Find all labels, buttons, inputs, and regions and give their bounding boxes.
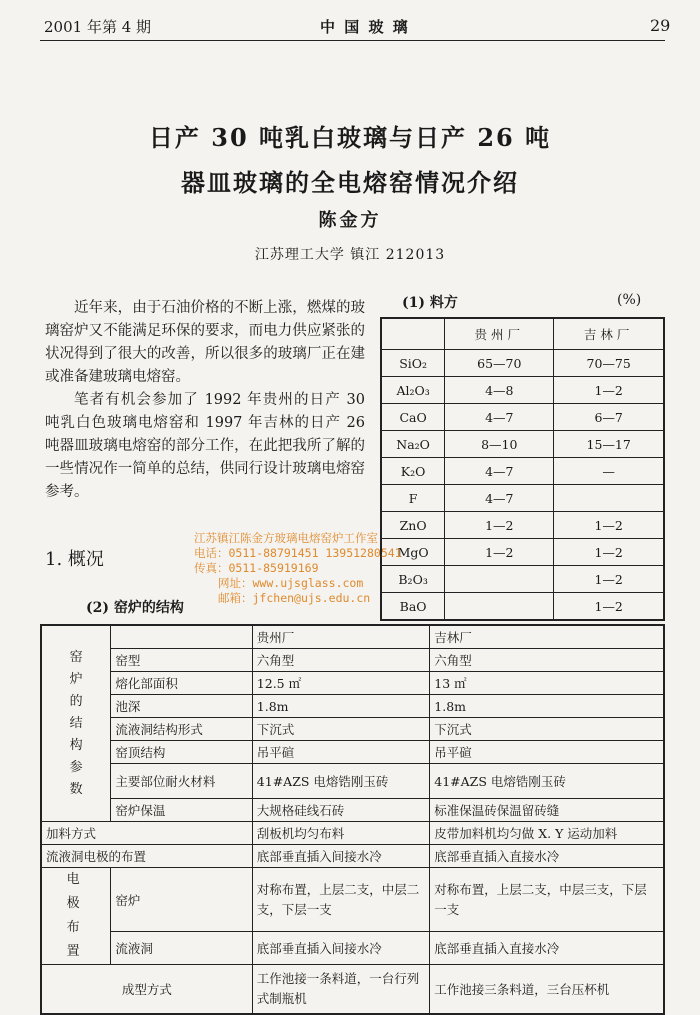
param-cell: 窑炉保温 — [111, 799, 252, 822]
guizhou-value: 吊平碹 — [252, 741, 429, 764]
watermark-line: 邮箱：jfchen@ujs.edu.cn — [218, 591, 371, 605]
table-row — [381, 350, 664, 377]
body-text — [45, 297, 365, 504]
article-affiliation: 江苏理工大学 镇江 212013 — [254, 247, 446, 263]
oxide-cell: CaO — [381, 404, 445, 431]
section-heading: 1. 概况 — [45, 549, 104, 570]
jilin-value: 41#AZS 电熔锆刚玉砖 — [430, 764, 664, 799]
param-cell: 池深 — [111, 695, 252, 718]
contact-watermark — [194, 531, 402, 606]
guizhou-value: 底部垂直插入间接水冷 — [252, 932, 429, 965]
jilin-value: 70—75 — [554, 350, 664, 377]
param-cell: 流液洞 — [111, 932, 252, 965]
table-row — [41, 822, 664, 845]
table-row — [41, 695, 664, 718]
table-header-cell — [111, 625, 252, 649]
param-cell: 窑炉 — [111, 868, 252, 932]
jilin-value — [554, 485, 664, 512]
watermark-line: 江苏镇江陈金方玻璃电熔窑炉工作室 — [194, 531, 378, 545]
oxide-cell: MgO — [381, 539, 445, 566]
guizhou-value: 下沉式 — [252, 718, 429, 741]
jilin-value: 六角型 — [430, 649, 664, 672]
header-rule — [40, 40, 665, 41]
batch-table-label: (1) 料方 — [402, 295, 458, 311]
table-row — [381, 566, 664, 593]
oxide-cell: K₂O — [381, 458, 445, 485]
page-header — [0, 0, 700, 50]
oxide-cell: SiO₂ — [381, 350, 445, 377]
jilin-value: 1—2 — [554, 539, 664, 566]
batch-table — [380, 317, 665, 621]
guizhou-value: 12.5 ㎡ — [252, 672, 429, 695]
watermark-line: 网址：www.ujsglass.com — [218, 576, 364, 590]
guizhou-value: 4—7 — [445, 458, 554, 485]
watermark-line: 电话：0511-88791451 13951280541 — [194, 546, 402, 560]
journal-name: 中 国 玻 璃 — [320, 18, 410, 36]
param-cell: 熔化部面积 — [111, 672, 252, 695]
table-row — [41, 965, 664, 1015]
param-cell: 主要部位耐火材料 — [111, 764, 252, 799]
jilin-value: — — [554, 458, 664, 485]
group-label-text: 窑炉的结构参数 — [69, 649, 83, 797]
param-cell: 加料方式 — [41, 822, 252, 845]
table-header-row — [41, 625, 664, 649]
table-row — [381, 404, 664, 431]
article-author: 陈金方 — [318, 210, 382, 231]
jilin-value: 工作池接三条料道，三台压杯机 — [430, 965, 664, 1015]
table-row — [41, 764, 664, 799]
table-row — [381, 377, 664, 404]
table-header-cell: 吉林厂 — [554, 318, 664, 350]
guizhou-value: 65—70 — [445, 350, 554, 377]
jilin-value: 吊平碹 — [430, 741, 664, 764]
table-header-cell: 贵州厂 — [445, 318, 554, 350]
oxide-cell: ZnO — [381, 512, 445, 539]
jilin-value: 15—17 — [554, 431, 664, 458]
jilin-value: 13 ㎡ — [430, 672, 664, 695]
furnace-table-label: (2) 窑炉的结构 — [86, 600, 184, 616]
jilin-value: 1—2 — [554, 566, 664, 593]
table-header-cell: 贵州厂 — [252, 625, 429, 649]
guizhou-value: 41#AZS 电熔锆刚玉砖 — [252, 764, 429, 799]
guizhou-value: 工作池接一条料道，一台行列式制瓶机 — [252, 965, 429, 1015]
jilin-value: 底部垂直插入直接水冷 — [430, 845, 664, 868]
jilin-value: 下沉式 — [430, 718, 664, 741]
guizhou-value — [445, 566, 554, 593]
issue-label: 2001 年第 4 期 — [44, 18, 152, 36]
jilin-value: 1—2 — [554, 593, 664, 621]
oxide-cell: BaO — [381, 593, 445, 621]
jilin-value: 6—7 — [554, 404, 664, 431]
oxide-cell: F — [381, 485, 445, 512]
table-row — [41, 799, 664, 822]
batch-table-unit: (%) — [617, 292, 642, 308]
table-row — [41, 932, 664, 965]
table-header-cell — [381, 318, 445, 350]
table-row — [41, 845, 664, 868]
guizhou-value: 1—2 — [445, 539, 554, 566]
furnace-table — [40, 624, 665, 1015]
table-row — [381, 593, 664, 621]
table-header-cell: 吉林厂 — [430, 625, 664, 649]
table-row — [41, 868, 664, 932]
guizhou-value — [445, 593, 554, 621]
table-row — [41, 649, 664, 672]
table-header-row — [381, 318, 664, 350]
jilin-value: 1.8m — [430, 695, 664, 718]
oxide-cell: Al₂O₃ — [381, 377, 445, 404]
table-row — [381, 512, 664, 539]
param-cell: 流液洞结构形式 — [111, 718, 252, 741]
jilin-value: 底部垂直插入直接水冷 — [430, 932, 664, 965]
param-cell: 窑顶结构 — [111, 741, 252, 764]
guizhou-value: 刮板机均匀布料 — [252, 822, 429, 845]
guizhou-value: 1.8m — [252, 695, 429, 718]
table-row — [41, 718, 664, 741]
jilin-value: 对称布置，上层二支，中层三支，下层一支 — [430, 868, 664, 932]
group-label-electrode — [41, 868, 111, 965]
param-cell: 流液洞电极的布置 — [41, 845, 252, 868]
guizhou-value: 1—2 — [445, 512, 554, 539]
table-row — [41, 672, 664, 695]
guizhou-value: 对称布置，上层二支，中层二支，下层一支 — [252, 868, 429, 932]
oxide-cell: Na₂O — [381, 431, 445, 458]
page-number: 29 — [650, 16, 671, 35]
article-title-line1: 日产 30 吨乳白玻璃与日产 26 吨 — [148, 123, 552, 152]
jilin-value: 1—2 — [554, 512, 664, 539]
jilin-value: 标准保温砖保温留砖缝 — [430, 799, 664, 822]
param-cell: 成型方式 — [41, 965, 252, 1015]
guizhou-value: 4—7 — [445, 485, 554, 512]
body-paragraph: 笔者有机会参加了 1992 年贵州的日产 30 吨乳白色玻璃电熔窑和 1997 年吉林的日产 26 吨器皿玻璃电熔窑的部分工作，在此把我所了解的一些情况作一简单的总结，供同行设计玻璃电熔窑参考。 — [45, 392, 365, 500]
watermark-line: 传真：0511-85919169 — [194, 561, 319, 575]
guizhou-value: 4—7 — [445, 404, 554, 431]
guizhou-value: 底部垂直插入间接水冷 — [252, 845, 429, 868]
table-row — [381, 539, 664, 566]
group-label-text: 电极布置 — [66, 872, 86, 959]
guizhou-value: 六角型 — [252, 649, 429, 672]
table-row — [381, 485, 664, 512]
guizhou-value: 8—10 — [445, 431, 554, 458]
table-row — [41, 741, 664, 764]
jilin-value: 1—2 — [554, 377, 664, 404]
param-cell: 窑型 — [111, 649, 252, 672]
body-paragraph: 近年来，由于石油价格的不断上涨，燃煤的玻璃窑炉又不能满足环保的要求，而电力供应紧张的状况得到了很大的改善，所以很多的玻璃厂正在建或准备建玻璃电熔窑。 — [45, 300, 365, 385]
guizhou-value: 4—8 — [445, 377, 554, 404]
jilin-value: 皮带加料机均匀做 X. Y 运动加料 — [430, 822, 664, 845]
guizhou-value: 大规格硅线石砖 — [252, 799, 429, 822]
table-row — [381, 431, 664, 458]
oxide-cell: B₂O₃ — [381, 566, 445, 593]
article-title-line2: 器皿玻璃的全电熔窑情况介绍 — [181, 168, 519, 197]
group-label-structure — [41, 625, 111, 822]
table-row — [381, 458, 664, 485]
